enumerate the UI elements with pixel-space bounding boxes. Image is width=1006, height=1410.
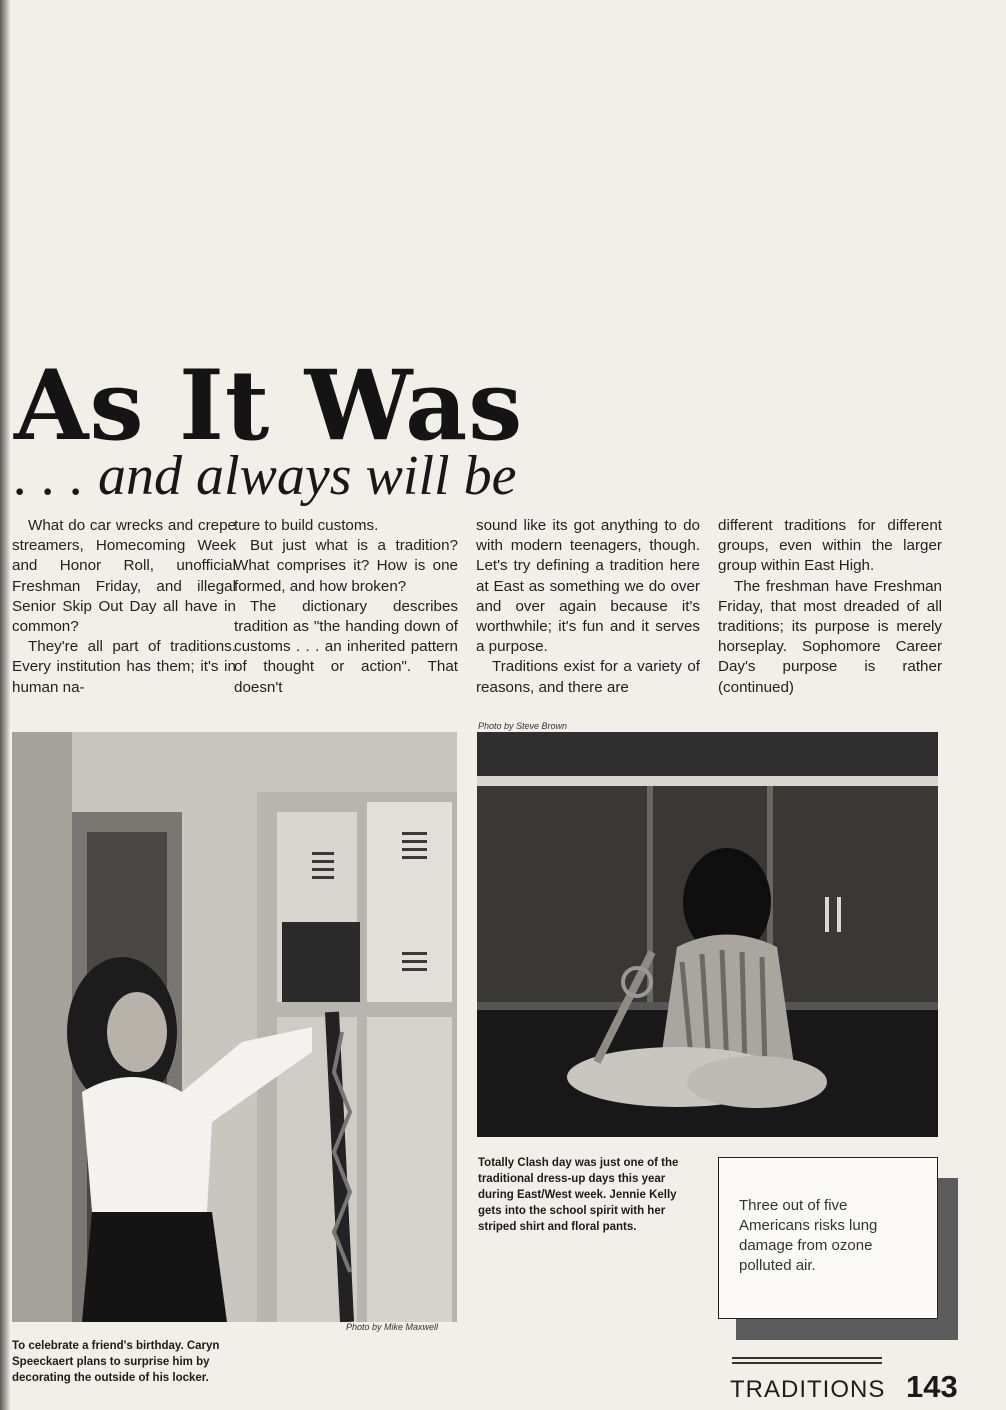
photo-credit-steve-brown: Photo by Steve Brown (478, 721, 568, 731)
fact-box-text: Three out of five Americans risks lung damage from ozone polluted air. (739, 1197, 878, 1274)
paragraph: sound like its got anything to do with modern teenagers, though. Let's try defining a tradition here at East as something we do over and over again because it's worthwhile; it's fun and it serves a purpose. (476, 517, 700, 656)
body-column-4 (718, 516, 942, 698)
page-title: As It Was (14, 349, 524, 462)
paragraph: They're all part of traditions. Every institution has them; it's in human na- (12, 638, 236, 696)
page-subtitle: . . . and always will be (14, 445, 517, 507)
paragraph: different traditions for different groups, even within the larger group within East High. (718, 517, 942, 575)
paragraph: The freshman have Freshman Friday, that most dreaded of all traditions; its purpose is merely horseplay. Sophomore Career Day's purpose is rather (continued) (718, 577, 942, 696)
photo-trumpet-student (477, 732, 938, 1137)
photo-credit-mike-maxwell: Photo by Mike Maxwell (346, 1322, 439, 1332)
page-binding-edge (0, 0, 10, 1410)
fact-box (718, 1157, 938, 1319)
photo-locker-decorating (12, 732, 457, 1322)
paragraph: The dictionary describes tradition as "the handing down of customs . . . an inherited pattern of thought or action". That doesn't (234, 597, 458, 696)
photo-caption-locker: To celebrate a friend's birthday. Caryn Speeckaert plans to surprise him by decorating the outside of his locker. (12, 1340, 220, 1384)
folio-rule-top (732, 1357, 882, 1359)
photo-trumpet-student-image (477, 732, 938, 1137)
body-column-3 (476, 516, 700, 698)
paragraph: But just what is a tradition? What comprises it? How is one formed, and how broken? (234, 537, 458, 595)
paragraph: ture to build customs. (234, 517, 379, 534)
body-column-2 (234, 516, 458, 698)
photo-caption-clash-day: Totally Clash day was just one of the traditional dress-up days this year during East/West week. Jennie Kelly gets into the school spirit with her striped shirt and floral pants. (478, 1157, 679, 1233)
section-label: TRADITIONS (730, 1376, 886, 1403)
paragraph: What do car wrecks and crepe streamers, Homecoming Week and Honor Roll, unofficial Freshman Friday, and illegal Senior Skip Out Day all have in common? (12, 517, 236, 636)
page-number: 143 (906, 1369, 958, 1404)
folio-rule-bottom (732, 1362, 882, 1364)
body-column-1 (12, 516, 236, 698)
paragraph: Traditions exist for a variety of reasons, and there are (476, 658, 700, 696)
photo-locker-decorating-image (12, 732, 457, 1322)
